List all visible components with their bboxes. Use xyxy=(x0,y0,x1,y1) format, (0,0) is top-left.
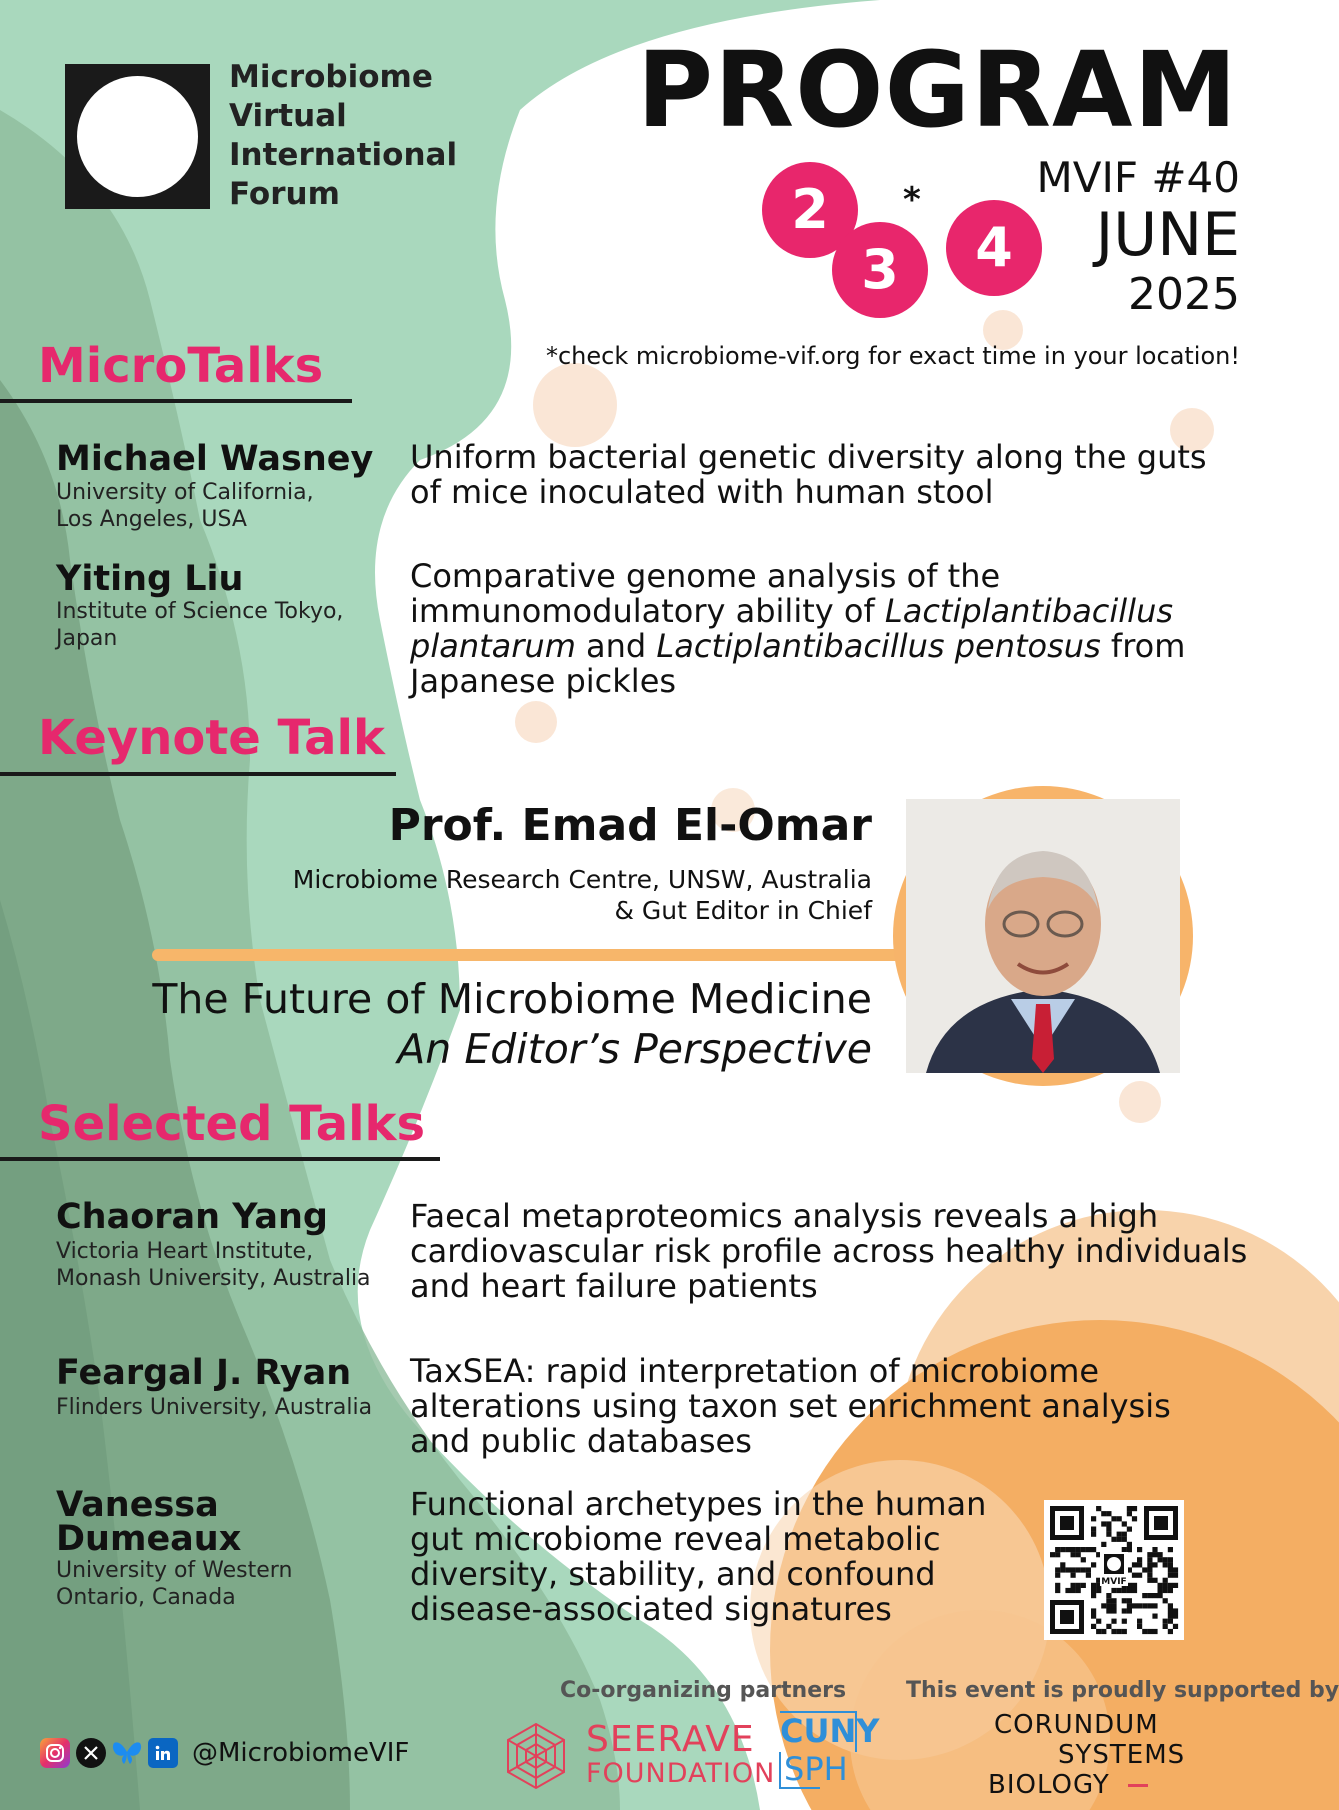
qr-module xyxy=(1076,1552,1081,1557)
qr-module xyxy=(1158,1583,1163,1588)
qr-module xyxy=(1147,1578,1152,1583)
qr-module xyxy=(1071,1567,1076,1572)
qr-module xyxy=(1081,1547,1086,1552)
talk-subtitle: An Editor’s Perspective xyxy=(397,1025,872,1073)
speaker-name xyxy=(56,1485,242,1559)
qr-module xyxy=(1055,1583,1060,1588)
qr-module xyxy=(1163,1578,1168,1583)
qr-module xyxy=(1111,1588,1116,1593)
speaker-name-line: Dumeaux xyxy=(56,1519,242,1559)
qr-module xyxy=(1152,1562,1157,1567)
edition-label: MVIF #40 xyxy=(1036,153,1240,202)
talk-line: diversity, stability, and confound xyxy=(410,1555,936,1593)
qr-module xyxy=(1101,1629,1106,1634)
qr-module xyxy=(1173,1614,1178,1619)
affiliation-line: Flinders University, Australia xyxy=(56,1395,373,1420)
affiliation-line: University of California, xyxy=(56,480,314,505)
qr-module xyxy=(1122,1537,1127,1542)
qr-module xyxy=(1122,1619,1127,1624)
qr-module xyxy=(1111,1598,1116,1603)
qr-module xyxy=(1111,1537,1116,1542)
qr-module xyxy=(1163,1619,1168,1624)
qr-module xyxy=(1071,1547,1076,1552)
affiliation-line: Institute of Science Tokyo, xyxy=(56,599,344,624)
qr-module xyxy=(1122,1521,1127,1526)
qr-module xyxy=(1137,1573,1142,1578)
qr-module xyxy=(1147,1629,1152,1634)
date-day-2: 2 xyxy=(762,162,858,258)
sponsor-line-wrap xyxy=(988,1770,1185,1800)
qr-module xyxy=(1158,1557,1163,1562)
date-asterisk: * xyxy=(903,180,921,220)
qr-module xyxy=(1096,1588,1101,1593)
sponsor-line: CORUNDUM xyxy=(994,1710,1159,1740)
qr-module xyxy=(1168,1603,1173,1608)
qr-module xyxy=(1050,1552,1055,1557)
qr-module xyxy=(1147,1552,1152,1557)
qr-module xyxy=(1127,1603,1132,1608)
qr-module xyxy=(1127,1588,1132,1593)
qr-module xyxy=(1086,1567,1091,1572)
speaker-name-line: Vanessa xyxy=(56,1485,219,1525)
qr-module xyxy=(1091,1532,1096,1537)
qr-module xyxy=(1106,1532,1111,1537)
qr-module xyxy=(1091,1562,1096,1567)
talk-title xyxy=(410,1487,986,1627)
qr-module xyxy=(1086,1573,1091,1578)
qr-module xyxy=(1152,1603,1157,1608)
qr-module xyxy=(1101,1511,1106,1516)
talk-title xyxy=(410,440,1207,510)
qr-module xyxy=(1173,1608,1178,1613)
talk-text: from xyxy=(1100,627,1186,665)
qr-module xyxy=(1152,1593,1157,1598)
talk-line xyxy=(410,629,1185,664)
qr-module xyxy=(1173,1624,1178,1629)
qr-module xyxy=(1168,1614,1173,1619)
qr-module xyxy=(1142,1567,1147,1572)
qr-module xyxy=(1091,1608,1096,1613)
affiliation-line: Monash University, Australia xyxy=(56,1266,371,1291)
social-handle[interactable]: @MicrobiomeVIF xyxy=(192,1738,410,1768)
talk-line: Japanese pickles xyxy=(410,662,677,700)
talk-title xyxy=(410,1354,1171,1459)
qr-module xyxy=(1168,1557,1173,1562)
seerave-subtitle: FOUNDATION xyxy=(586,1758,776,1789)
keynote-heading: Keynote Talk xyxy=(38,710,385,766)
date-day-3: 3 xyxy=(832,222,928,318)
org-name-line: Microbiome xyxy=(229,59,433,95)
qr-module xyxy=(1101,1521,1106,1526)
species-name: Lactiplantibacillus xyxy=(884,592,1174,630)
mvif-logo xyxy=(65,64,210,209)
qr-module xyxy=(1137,1547,1142,1552)
qr-module xyxy=(1142,1629,1147,1634)
qr-module xyxy=(1060,1547,1065,1552)
qr-module xyxy=(1163,1598,1168,1603)
qr-module xyxy=(1076,1547,1081,1552)
sponsor-line: BIOLOGY xyxy=(988,1770,1110,1800)
qr-module xyxy=(1132,1516,1137,1521)
qr-module xyxy=(1147,1562,1152,1567)
qr-module xyxy=(1132,1603,1137,1608)
talk-text: immunomodulatory ability of xyxy=(410,592,885,630)
qr-module xyxy=(1111,1619,1116,1624)
instagram-icon[interactable] xyxy=(40,1738,70,1768)
qr-module xyxy=(1076,1567,1081,1572)
speaker-name: Michael Wasney xyxy=(56,439,374,479)
qr-module xyxy=(1091,1516,1096,1521)
qr-center-label: MVIF xyxy=(1101,1577,1127,1587)
qr-module xyxy=(1163,1557,1168,1562)
qr-module xyxy=(1152,1547,1157,1552)
qr-module xyxy=(1055,1588,1060,1593)
qr-module xyxy=(1132,1506,1137,1511)
qr-module xyxy=(1106,1521,1111,1526)
speaker-portrait-icon xyxy=(906,799,1180,1073)
affiliation-line: University of Western xyxy=(56,1558,293,1583)
x-icon[interactable] xyxy=(76,1738,106,1768)
talk-line: and heart failure patients xyxy=(410,1267,818,1305)
affiliation-line: Victoria Heart Institute, xyxy=(56,1239,314,1264)
support-label: This event is proudly supported by xyxy=(906,1678,1339,1703)
qr-module xyxy=(1152,1552,1157,1557)
qr-module xyxy=(1173,1567,1178,1572)
qr-module xyxy=(1096,1619,1101,1624)
species-name: Lactiplantibacillus pentosus xyxy=(656,627,1101,665)
talk-text: and xyxy=(575,627,657,665)
qr-module xyxy=(1163,1624,1168,1629)
talk-line: Faecal metaproteomics analysis reveals a high xyxy=(410,1197,1159,1235)
speaker-affiliation xyxy=(56,1394,372,1421)
qr-module xyxy=(1163,1583,1168,1588)
microtalks-divider xyxy=(0,399,352,403)
qr-code[interactable] xyxy=(1044,1500,1184,1640)
qr-module xyxy=(1152,1614,1157,1619)
qr-module xyxy=(1071,1588,1076,1593)
qr-module xyxy=(1091,1527,1096,1532)
qr-module xyxy=(1055,1547,1060,1552)
qr-module xyxy=(1168,1619,1173,1624)
qr-module xyxy=(1127,1506,1132,1511)
qr-module xyxy=(1091,1547,1096,1552)
qr-module xyxy=(1127,1542,1132,1547)
qr-module xyxy=(1106,1598,1111,1603)
qr-module xyxy=(1152,1578,1157,1583)
speaker-name: Chaoran Yang xyxy=(56,1197,328,1237)
talk-line: The Future of Microbiome Medicine xyxy=(152,975,872,1023)
qr-module xyxy=(1137,1562,1142,1567)
qr-module xyxy=(1091,1593,1096,1598)
qr-module xyxy=(1106,1593,1111,1598)
qr-module xyxy=(1137,1603,1142,1608)
qr-module xyxy=(1086,1547,1091,1552)
qr-module xyxy=(1168,1562,1173,1567)
qr-module xyxy=(1137,1619,1142,1624)
qr-module xyxy=(1106,1511,1111,1516)
speaker-affiliation xyxy=(56,598,343,652)
qr-module xyxy=(1081,1567,1086,1572)
organization-name xyxy=(229,58,457,214)
qr-module xyxy=(1055,1567,1060,1572)
affiliation-line: Japan xyxy=(56,626,118,651)
qr-module xyxy=(1096,1506,1101,1511)
qr-module xyxy=(1147,1557,1152,1562)
qr-module xyxy=(1127,1527,1132,1532)
qr-module xyxy=(1152,1629,1157,1634)
qr-module xyxy=(1065,1547,1070,1552)
talk-line: cardiovascular risk profile across healthy individuals xyxy=(410,1232,1248,1270)
qr-module xyxy=(1091,1614,1096,1619)
partners-label: Co-organizing partners xyxy=(560,1678,847,1703)
qr-module xyxy=(1106,1624,1111,1629)
org-name-line: Virtual xyxy=(229,98,347,134)
qr-module xyxy=(1158,1552,1163,1557)
talk-line: and public databases xyxy=(410,1422,752,1460)
talk-line xyxy=(410,594,1185,629)
speaker-affiliation xyxy=(56,479,314,533)
qr-module xyxy=(1117,1588,1122,1593)
qr-module xyxy=(1106,1527,1111,1532)
qr-module xyxy=(1091,1624,1096,1629)
qr-module xyxy=(1117,1532,1122,1537)
seerave-name: SEERAVE xyxy=(586,1719,755,1760)
qr-module xyxy=(1081,1557,1086,1562)
qr-module xyxy=(1168,1588,1173,1593)
qr-module xyxy=(1117,1629,1122,1634)
qr-module xyxy=(1147,1603,1152,1608)
talk-line: Comparative genome analysis of the xyxy=(410,557,1001,595)
qr-module xyxy=(1158,1593,1163,1598)
linkedin-icon[interactable] xyxy=(148,1738,178,1768)
selected-talks-divider xyxy=(0,1157,440,1161)
qr-module xyxy=(1127,1547,1132,1552)
qr-module xyxy=(1132,1583,1137,1588)
qr-module xyxy=(1122,1532,1127,1537)
qr-module xyxy=(1168,1629,1173,1634)
qr-module xyxy=(1091,1583,1096,1588)
talk-line: gut microbiome reveal metabolic xyxy=(410,1520,941,1558)
talk-line: Functional archetypes in the human xyxy=(410,1485,987,1523)
talk-line: of mice inoculated with human stool xyxy=(410,473,994,511)
qr-module xyxy=(1147,1567,1152,1572)
qr-module xyxy=(1076,1588,1081,1593)
qr-module xyxy=(1168,1567,1173,1572)
qr-module xyxy=(1173,1583,1178,1588)
talk-line: TaxSEA: rapid interpretation of microbiome xyxy=(410,1352,1100,1390)
qr-module xyxy=(1065,1588,1070,1593)
sponsor-dash-icon xyxy=(1128,1784,1148,1787)
social-links xyxy=(40,1738,409,1768)
talk-line: Uniform bacterial genetic diversity along the guts xyxy=(410,438,1207,476)
qr-module xyxy=(1122,1608,1127,1613)
qr-module xyxy=(1101,1603,1106,1608)
year-label: 2025 xyxy=(1128,269,1240,320)
qr-module xyxy=(1142,1593,1147,1598)
keynote-talk-title xyxy=(152,974,872,1074)
qr-module xyxy=(1168,1547,1173,1552)
microtalks-heading: MicroTalks xyxy=(38,338,324,394)
seerave-logo-icon xyxy=(500,1720,572,1792)
sponsor-line: SYSTEMS xyxy=(1058,1740,1186,1770)
qr-module xyxy=(1060,1567,1065,1572)
qr-module xyxy=(1168,1608,1173,1613)
qr-module xyxy=(1132,1573,1137,1578)
qr-module xyxy=(1071,1573,1076,1578)
qr-module xyxy=(1158,1588,1163,1593)
qr-module xyxy=(1142,1603,1147,1608)
time-note: *check microbiome-vif.org for exact time in your location! xyxy=(545,342,1240,370)
qr-module xyxy=(1101,1542,1106,1547)
sph-label: SPH xyxy=(784,1750,848,1788)
qr-module xyxy=(1163,1588,1168,1593)
qr-module xyxy=(1127,1598,1132,1603)
qr-module xyxy=(1137,1624,1142,1629)
qr-module xyxy=(1168,1573,1173,1578)
qr-module xyxy=(1132,1588,1137,1593)
qr-module xyxy=(1132,1562,1137,1567)
selected-talks-heading: Selected Talks xyxy=(38,1096,426,1152)
qr-module xyxy=(1117,1516,1122,1521)
org-name-line: International xyxy=(229,137,458,173)
speaker-affiliation xyxy=(56,1238,371,1292)
cuny-label: CUNY xyxy=(780,1712,880,1750)
speaker-name: Yiting Liu xyxy=(56,559,244,599)
talk-line: disease-associated signatures xyxy=(410,1590,892,1628)
cuny-sph-logo xyxy=(780,1712,880,1794)
qr-module xyxy=(1147,1593,1152,1598)
qr-module xyxy=(1163,1562,1168,1567)
qr-module xyxy=(1065,1567,1070,1572)
qr-module xyxy=(1055,1552,1060,1557)
qr-module xyxy=(1122,1598,1127,1603)
sponsor-logo xyxy=(988,1710,1185,1800)
program-heading: PROGRAM xyxy=(636,29,1238,151)
qr-module xyxy=(1137,1557,1142,1562)
bluesky-icon[interactable] xyxy=(112,1738,142,1768)
qr-module xyxy=(1111,1603,1116,1608)
qr-module xyxy=(1168,1583,1173,1588)
keynote-accent-line xyxy=(152,949,902,961)
org-name-line: Forum xyxy=(229,176,340,212)
speaker-affiliation xyxy=(56,1557,292,1611)
qr-module xyxy=(1122,1629,1127,1634)
talk-line: alterations using taxon set enrichment analysis xyxy=(410,1387,1171,1425)
qr-module xyxy=(1127,1608,1132,1613)
qr-module xyxy=(1127,1511,1132,1516)
qr-module xyxy=(1071,1552,1076,1557)
qr-module xyxy=(1117,1537,1122,1542)
affiliation-line: Microbiome Research Centre, UNSW, Australia xyxy=(292,865,872,894)
keynote-divider xyxy=(0,772,396,776)
keynote-speaker-photo xyxy=(893,786,1193,1086)
qr-module xyxy=(1173,1573,1178,1578)
qr-module xyxy=(1106,1608,1111,1613)
qr-module xyxy=(1055,1573,1060,1578)
qr-module xyxy=(1106,1603,1111,1608)
keynote-speaker-name: Prof. Emad El-Omar xyxy=(388,800,872,851)
affiliation-line: Ontario, Canada xyxy=(56,1585,236,1610)
month-label: JUNE xyxy=(1095,200,1240,270)
talk-title xyxy=(410,559,1185,699)
qr-module xyxy=(1091,1588,1096,1593)
qr-module xyxy=(1081,1583,1086,1588)
qr-module xyxy=(1096,1629,1101,1634)
qr-module xyxy=(1111,1629,1116,1634)
qr-module xyxy=(1147,1573,1152,1578)
affiliation-line: Los Angeles, USA xyxy=(56,507,247,532)
date-day-4: 4 xyxy=(946,200,1042,296)
qr-module xyxy=(1060,1562,1065,1567)
qr-module xyxy=(1122,1547,1127,1552)
keynote-affiliation xyxy=(293,864,872,926)
talk-title xyxy=(410,1199,1247,1304)
qr-module xyxy=(1122,1588,1127,1593)
speaker-name: Feargal J. Ryan xyxy=(56,1353,352,1393)
qr-module xyxy=(1076,1583,1081,1588)
qr-module xyxy=(1111,1516,1116,1521)
qr-module xyxy=(1111,1608,1116,1613)
species-name: plantarum xyxy=(410,627,576,665)
affiliation-line: & Gut Editor in Chief xyxy=(614,896,872,925)
qr-module xyxy=(1071,1583,1076,1588)
